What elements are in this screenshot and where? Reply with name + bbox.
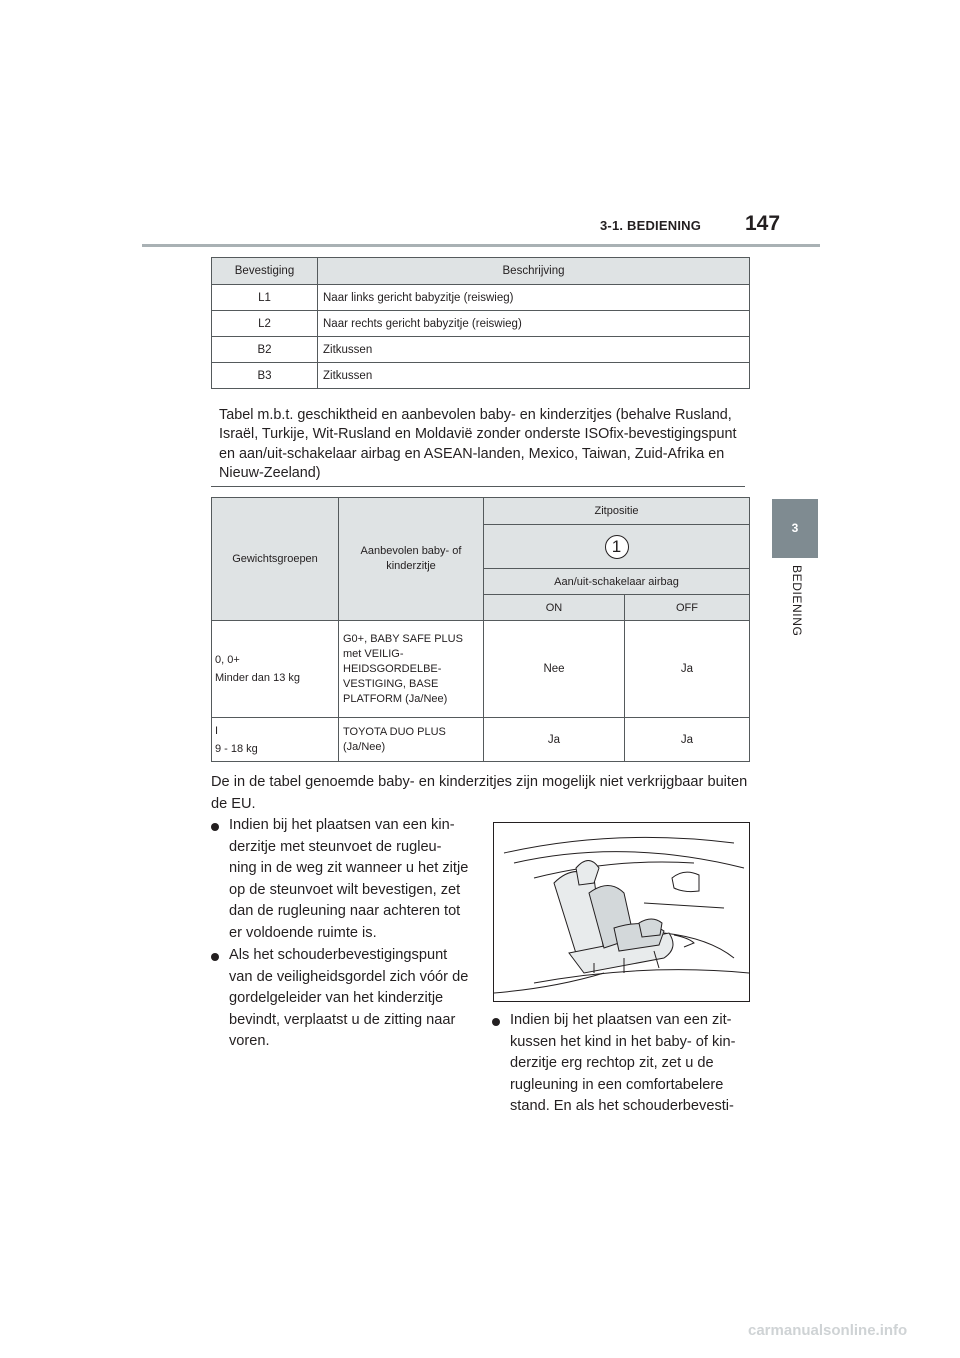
off-header: OFF (625, 595, 750, 621)
on-cell: Nee (484, 621, 625, 718)
header-rule (142, 244, 820, 247)
bullet-dot-icon (211, 823, 219, 831)
table-header: Beschrijving (318, 258, 750, 285)
table-row (212, 337, 750, 363)
seat-number: 1 (605, 535, 629, 559)
chapter-label: BEDIENING (790, 565, 804, 637)
seat-cell: TOYOTA DUO PLUS (Ja/Nee) (339, 718, 484, 762)
bullet-item (510, 1010, 750, 1118)
bullet-item (229, 945, 469, 1053)
car-seat-drawing-icon (494, 823, 749, 1001)
table-cell: Zitkussen (318, 363, 750, 389)
watermark: carmanualsonline.info (748, 1322, 908, 1339)
on-cell: Ja (484, 718, 625, 762)
off-cell: Ja (625, 718, 750, 762)
table-cell: B3 (212, 363, 318, 389)
section-label: 3-1. BEDIENING (600, 218, 702, 233)
table-cell: Zitkussen (318, 337, 750, 363)
bullet-dot-icon (492, 1018, 500, 1026)
chapter-tab[interactable]: 3 (772, 499, 818, 558)
table-cell: L2 (212, 311, 318, 337)
col-weight-header: Gewichtsgroepen (212, 498, 339, 621)
table-cell: B2 (212, 337, 318, 363)
bullet-item (229, 815, 469, 944)
table-cell: Naar rechts gericht babyzitje (reiswieg) (318, 311, 750, 337)
table-row (212, 718, 750, 762)
table-caption: Tabel m.b.t. geschiktheid en aanbevolen baby- en kinderzitjes (behalve Rusland, Israël, Turkije, Wit-Rusland en Moldavië zonder onderste ISOfix-bevestigingspunt en aan/uit-schakelaar airbag en ASEAN-landen, Mexico, Taiwan, Zuid-Afrika en Nieuw-Zeeland) (219, 407, 737, 481)
suitability-table (211, 497, 750, 762)
table-cell: L1 (212, 285, 318, 311)
weight-group: I (215, 724, 219, 737)
off-cell: Ja (625, 621, 750, 718)
seat-number-cell (484, 525, 750, 569)
bullet-dot-icon (211, 953, 219, 961)
bullet-text: Als het schouderbevestigingspunt van de veiligheidsgordel zich vóór de gordelgeleider van het kinderzitje bevindt, verplaatst u de zitting naar voren. (229, 947, 469, 1049)
caption-rule (211, 486, 745, 487)
table-row (212, 363, 750, 389)
table-row (212, 621, 750, 718)
on-header: ON (484, 595, 625, 621)
availability-note: De in de tabel genoemde baby- en kinderzitjes zijn mogelijk niet verkrijgbaar buiten de EU. (211, 774, 748, 812)
weight-cell (212, 718, 339, 762)
anchorage-table (211, 257, 750, 389)
bullet-text: Indien bij het plaatsen van een zit-kussen het kind in het baby- of kin-derzitje erg rechtop zit, zet u de rugleuning in een comfortabelere stand. En als het schouderbevesti- (510, 1012, 736, 1114)
zitpositie-header: Zitpositie (484, 498, 750, 525)
col-seat-header: Aanbevolen baby- of kinderzitje (339, 498, 484, 621)
table-row (212, 311, 750, 337)
weight-range: Minder dan 13 kg (215, 672, 300, 684)
table-cell: Naar links gericht babyzitje (reiswieg) (318, 285, 750, 311)
weight-cell (212, 621, 339, 718)
seat-cell: G0+, BABY SAFE PLUS met VEILIG-HEIDSGORDELBE-VESTIGING, BASE PLATFORM (Ja/Nee) (339, 621, 484, 718)
table-header: Bevestiging (212, 258, 318, 285)
child-seat-illustration (493, 822, 750, 1002)
weight-group: 0, 0+ (215, 654, 240, 666)
weight-range: 9 - 18 kg (215, 742, 258, 755)
page-number: 147 (745, 212, 781, 235)
bullet-text: Indien bij het plaatsen van een kin-derzitje met steunvoet de rugleu-ning in de weg zit wanneer u het zitje op de steunvoet wilt bevestigen, zet dan de rugleuning naar achteren tot er voldoende ruimte is. (229, 817, 469, 941)
table-row (212, 285, 750, 311)
airbag-switch-header: Aan/uit-schakelaar airbag (484, 569, 750, 595)
